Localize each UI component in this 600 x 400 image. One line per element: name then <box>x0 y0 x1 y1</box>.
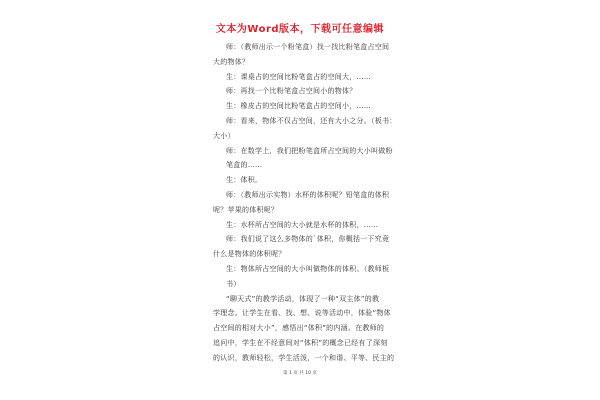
body-line: “聊天式”的教学活动，体现了一种“双主体”的教 <box>226 294 380 303</box>
body-line: 师：（教师出示实物）水杯的体积呢？铅笔盒的体积 <box>226 190 390 199</box>
body-line: 追问中，学生在不经意间对“体积”的概念已经有了深刻 <box>213 338 388 347</box>
body-line: 什么是物体的体积呢？ <box>213 250 286 259</box>
body-line: 的认识，教师轻松，学生活泼，一个和谐、平等、民主的 <box>213 353 395 362</box>
body-line: 学理念。让学生在看、找、想、说等活动中，体验“物体 <box>213 309 391 318</box>
body-line: 生：橡皮占的空间比粉笔盒占的空间小，…… <box>226 102 371 111</box>
body-line: 占空间的相对大小”，感悟出“体积”的内涵。在教师的 <box>213 324 385 333</box>
body-line: 师：看来，物体不仅占空间，还有大小之分。（板书： <box>226 116 397 125</box>
body-line: 生：体积。 <box>226 176 263 185</box>
body-line: 生：物体所占空间的大小叫做物体的体积。（教师板 <box>226 264 390 273</box>
document-header-title: 文本为Word版本，下载可任意编辑 <box>215 24 385 35</box>
body-line: 大的物体？ <box>213 57 250 66</box>
page-number: 第 1 页 共 10 页 <box>283 371 317 376</box>
body-line: 大小） <box>213 131 235 140</box>
body-line: 师：再找一个比粉笔盒占空间小的物体？ <box>226 87 357 96</box>
body-line: 师：我们说了这么多物体的`体积，你概括一下究竟 <box>226 235 390 244</box>
body-line: 生：水杯所占空间的大小就是水杯的体积，…… <box>226 220 379 229</box>
body-line: 呢？苹果的体积呢？ <box>213 205 279 214</box>
body-line: 笔盒的…… <box>226 161 263 170</box>
document-body <box>213 40 400 366</box>
body-line: 师：在数学上，我们把粉笔盒所占空间的大小叫做粉 <box>226 146 393 155</box>
body-line: 生：课桌占的空间比粉笔盒占的空间大，…… <box>226 72 371 81</box>
body-line: 师：（教师出示一个粉笔盒）找一找比粉笔盒占空间 <box>226 43 390 51</box>
body-line: 书） <box>226 279 241 288</box>
